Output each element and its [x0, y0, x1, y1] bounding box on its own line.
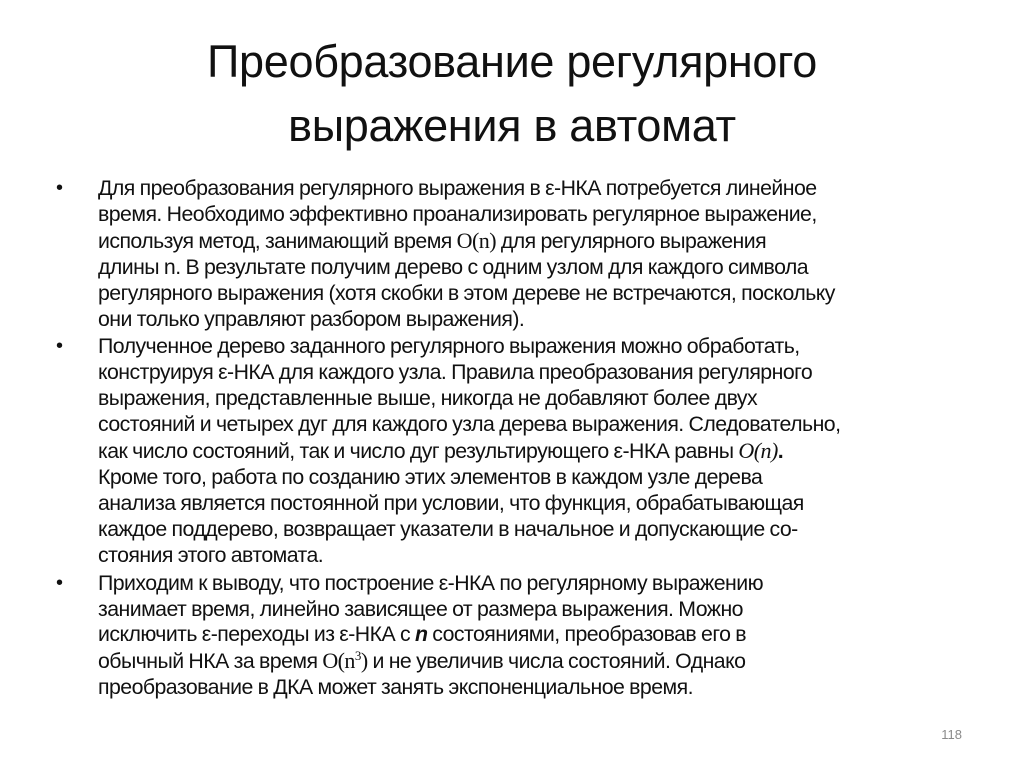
page-number: 118 — [941, 727, 962, 742]
math-expression: O(n) — [456, 227, 496, 253]
slide-body — [56, 176, 968, 703]
slide-title-line-1: Преобразование регулярного — [206, 36, 817, 87]
math-expression-close: ) — [360, 648, 368, 674]
bullet-dot-icon: • — [56, 177, 63, 199]
text-line: состояний и четырех дуг для каждого узла дерева выражения. Следовательно, — [98, 412, 841, 437]
variable-n: n — [414, 622, 428, 647]
bullet-item-1 — [56, 176, 968, 332]
slide-title — [80, 30, 944, 158]
text-line — [98, 228, 968, 255]
text-line: анализа является постоянной при условии, что функция, обрабатывающая — [98, 490, 804, 515]
text-line: стояния этого автомата. — [98, 542, 324, 567]
text-line: Приходим к выводу, что построение ε-НКА по регулярному выражению — [98, 570, 764, 595]
bullet-item-3 — [56, 571, 968, 702]
text-line: каждое поддерево, возвращает указатели в начальное и допускающие со- — [98, 516, 798, 541]
text-line — [98, 438, 968, 465]
text-line — [98, 648, 968, 675]
text-line: конструируя ε-НКА для каждого узла. Правила преобразования регулярного — [98, 360, 813, 385]
text-segment: для регулярного выражения — [495, 228, 767, 253]
text-line: Кроме того, работа по созданию этих элементов в каждом узле дерева — [98, 464, 763, 489]
text-line: регулярного выражения (хотя скобки в этом дереве не встречаются, поскольку — [98, 280, 835, 305]
text-segment: используя метод, занимающий время — [98, 228, 457, 253]
text-segment: исключить ε-переходы из ε-НКА с — [98, 622, 415, 647]
text-line: преобразование в ДКА может занять экспоненциальное время. — [98, 675, 693, 700]
text-segment: как число состояний, так и число дуг результирующего ε-НКА равны — [98, 439, 739, 464]
slide-title-line-2: выражения в автомат — [288, 100, 736, 151]
math-expression: O(n — [322, 648, 355, 674]
bullet-dot-icon: • — [56, 335, 63, 358]
text-line: Для преобразования регулярного выражения в ε-НКА потребуется линейное — [98, 176, 817, 200]
text-segment: состояниями, преобразовав его в — [427, 622, 747, 647]
text-segment: . — [777, 439, 784, 464]
bullet-dot-icon: • — [56, 571, 63, 594]
text-line — [98, 622, 968, 648]
text-line: они только управляют разбором выражения). — [98, 306, 525, 331]
text-line: выражения, представленные выше, никогда не добавляют более двух — [98, 386, 758, 411]
text-segment: и не увеличив числа состояний. Однако — [367, 649, 746, 674]
math-expression: O(n) — [738, 438, 778, 464]
text-segment: обычный НКА за время — [98, 649, 323, 674]
text-line: длины n. В результате получим дерево с одним узлом для каждого символа — [98, 254, 809, 279]
text-line: занимает время, линейно зависящее от размера выражения. Можно — [98, 596, 743, 621]
text-line: Полученное дерево заданного регулярного выражения можно обработать, — [98, 334, 800, 359]
bullet-item-2 — [56, 334, 968, 568]
text-line: время. Необходимо эффективно проанализировать регулярное выражение, — [98, 201, 817, 226]
math-exponent: 3 — [354, 648, 361, 664]
